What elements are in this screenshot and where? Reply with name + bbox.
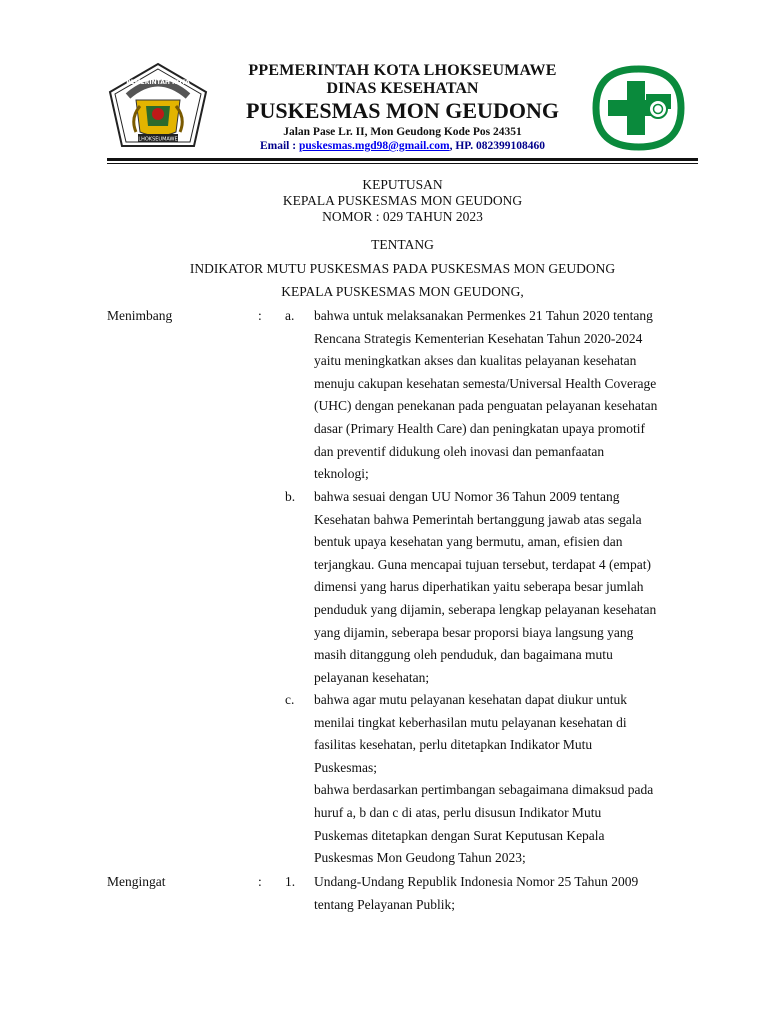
menimbang-item-a xyxy=(314,305,697,486)
decree-number: NOMOR : 029 TAHUN 2023 xyxy=(322,209,483,224)
text-line: Undang-Undang Republik Indonesia Nomor 25 Tahun 2009 xyxy=(314,874,639,889)
menimbang-item-c xyxy=(314,689,697,870)
text-line: yaitu meningkatkan akses dan kualitas pelayanan kesehatan xyxy=(314,353,637,369)
text-line: bahwa berdasarkan pertimbangan sebagaimana dimaksud pada xyxy=(314,782,654,798)
text-line: Puskesmas; xyxy=(314,759,378,775)
text-line: masih ditanggung oleh penduduk, dan bagaimana mutu xyxy=(314,647,613,663)
text-line: bahwa untuk melaksanakan Permenkes 21 Tahun 2020 tentang xyxy=(314,308,653,323)
phone-number: , HP. 082399108460 xyxy=(449,140,546,152)
menimbang-item-marker: c. xyxy=(285,692,295,707)
text-line: (UHC) dengan penekanan pada penguatan pelayanan kesehatan xyxy=(314,398,658,414)
text-line: bentuk upaya kesehatan yang bermutu, aman, efisien dan xyxy=(314,534,623,550)
menimbang-item-marker: b. xyxy=(285,489,296,504)
text-line: teknologi; xyxy=(314,466,369,482)
agency-name: DINAS KESEHATAN xyxy=(326,80,479,97)
email-link[interactable]: puskesmas.mgd98@gmail.com xyxy=(298,140,450,152)
text-line: dan preventif didukung oleh inovasi dan pemanfaatan xyxy=(314,443,605,459)
letterhead-rule-thick xyxy=(107,158,698,161)
text-line: dasar (Primary Health Care) dan peningkatan upaya promotif xyxy=(314,420,646,436)
email-label: Email : xyxy=(259,140,299,152)
menimbang-item-marker: a. xyxy=(285,308,295,323)
text-line: Rencana Strategis Kementerian Kesehatan Tahun 2020-2024 xyxy=(314,330,643,346)
letterhead xyxy=(215,62,590,153)
mengingat-item-marker: 1. xyxy=(285,874,296,889)
text-line: penduduk yang dijamin, seberapa lengkap pelayanan kesehatan xyxy=(314,601,657,617)
decree-about: TENTANG xyxy=(371,237,434,252)
mengingat-colon: : xyxy=(258,874,262,889)
letterhead-rule-thin xyxy=(107,163,698,164)
text-line: yang dijamin, seberapa besar proporsi biaya langsung yang xyxy=(314,624,634,640)
puskesmas-cross-icon xyxy=(590,63,687,153)
menimbang-item-b xyxy=(314,486,697,689)
decree-signatory: KEPALA PUSKESMAS MON GEUDONG, xyxy=(281,284,524,299)
text-line: dimensi yang harus diperhatikan yaitu seberapa besar jumlah xyxy=(314,579,644,595)
text-line: bahwa agar mutu pelayanan kesehatan dapat diukur untuk xyxy=(314,692,628,707)
decree-issuer: KEPALA PUSKESMAS MON GEUDONG xyxy=(282,193,523,208)
text-line: Kesehatan bahwa Pemerintah bertanggung jawab atas segala xyxy=(314,511,642,527)
decree-subject: INDIKATOR MUTU PUSKESMAS PADA PUSKESMAS MON GEUDONG xyxy=(189,261,616,276)
menimbang-label: Menimbang xyxy=(107,308,173,323)
svg-text:PEMERINTAH KOTA: PEMERINTAH KOTA xyxy=(126,79,190,86)
contact-line xyxy=(215,139,590,153)
text-line: Puskesmas Mon Geudong Tahun 2023; xyxy=(314,850,526,866)
text-line: huruf a, b dan c di atas, perlu disusun Indikator Mutu xyxy=(314,804,602,820)
text-line: tentang Pelayanan Publik; xyxy=(314,896,455,912)
text-line: Puskemas ditetapkan dengan Surat Keputusan Kepala xyxy=(314,827,605,843)
text-line: menilai tingkat keberhasilan mutu pelayanan kesehatan di xyxy=(314,714,627,730)
text-line: terjangkau. Guna mencapai tujuan tersebut, terdapat 4 (empat) xyxy=(314,556,651,572)
menimbang-colon: : xyxy=(258,308,262,323)
svg-text:LHOKSEUMAWE: LHOKSEUMAWE xyxy=(138,136,178,143)
institution-name: PUSKESMAS MON GEUDONG xyxy=(246,98,559,123)
lhokseumawe-crest-icon xyxy=(106,62,210,150)
mengingat-item-1 xyxy=(314,871,697,916)
text-line: bahwa sesuai dengan UU Nomor 36 Tahun 2009 tentang xyxy=(314,489,620,504)
text-line: pelayanan kesehatan; xyxy=(314,669,430,685)
text-line: menuju cakupan kesehatan semesta/Universal Health Coverage xyxy=(314,375,657,391)
address: Jalan Pase Lr. II, Mon Geudong Kode Pos 24351 xyxy=(283,126,522,138)
text-line: fasilitas kesehatan, perlu ditetapkan Indikator Mutu xyxy=(314,737,593,753)
decree-heading: KEPUTUSAN xyxy=(362,177,443,192)
government-name: PPEMERINTAH KOTA LHOKSEUMAWE xyxy=(248,62,557,79)
mengingat-label: Mengingat xyxy=(107,874,166,889)
